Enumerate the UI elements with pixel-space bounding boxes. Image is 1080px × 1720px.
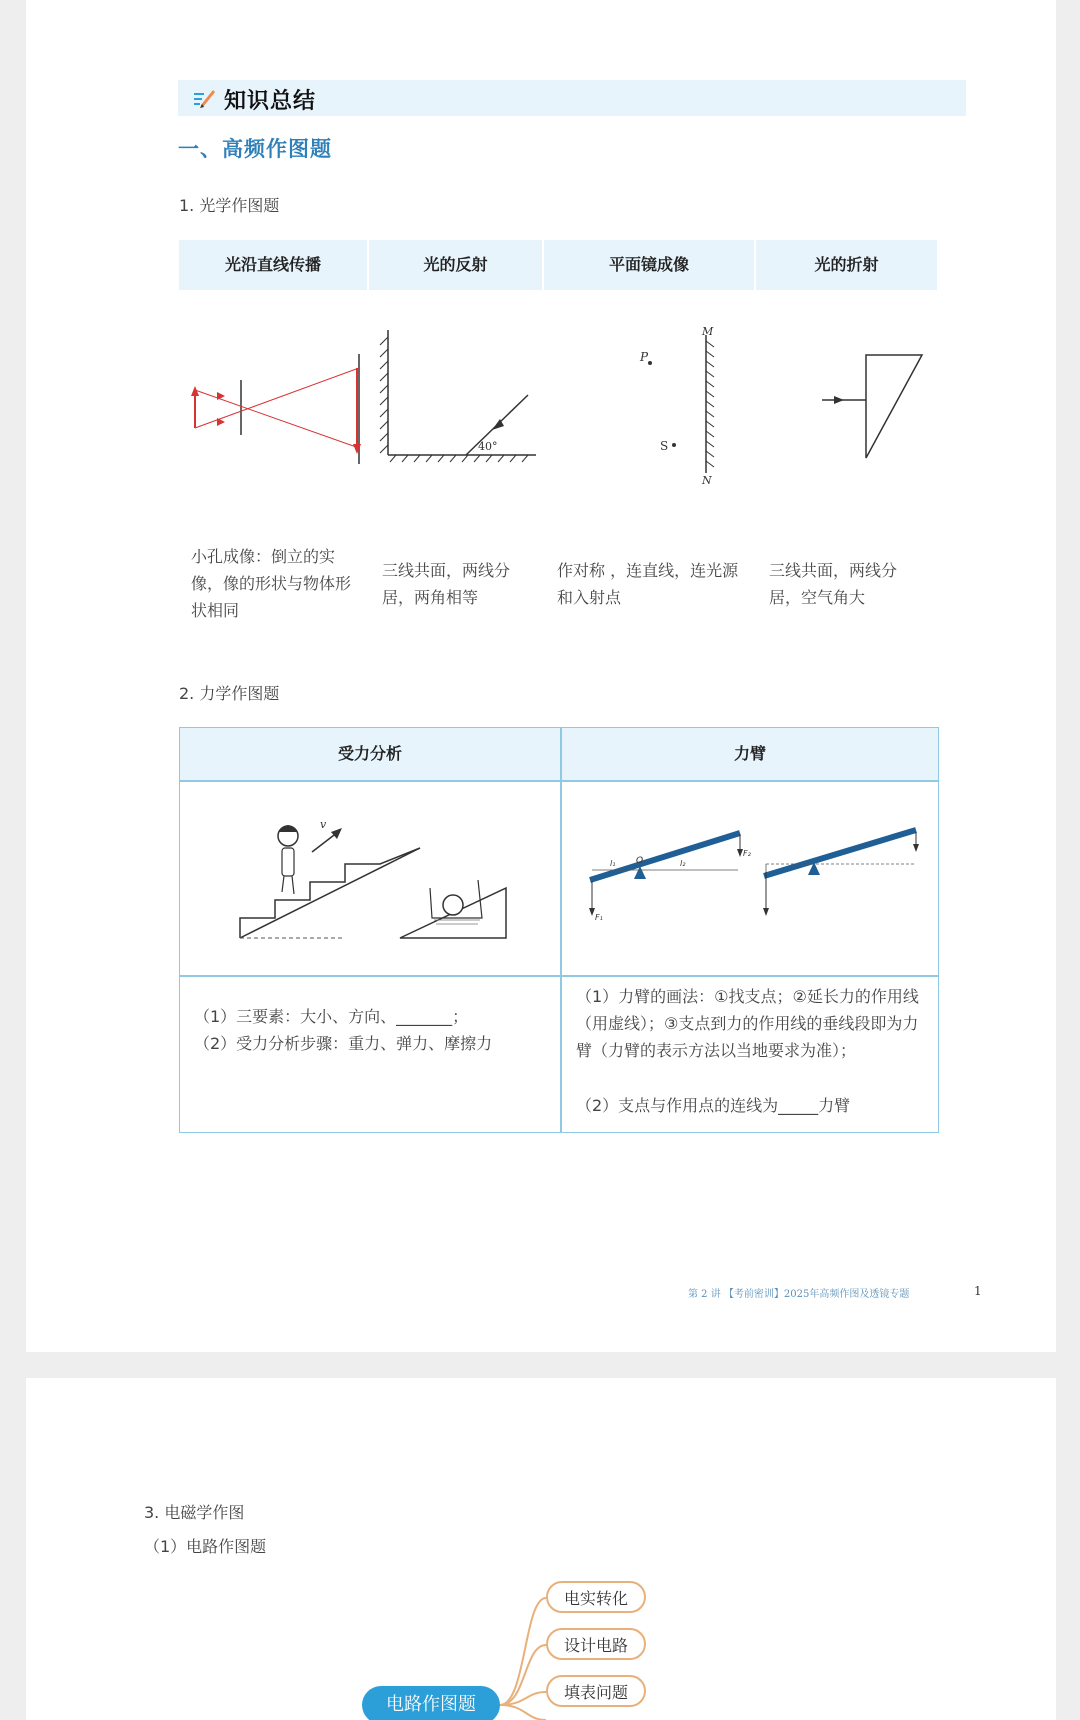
optics-subtitle: 1. 光学作图题 xyxy=(179,196,280,215)
table-divider xyxy=(560,728,562,1132)
page-footer: 第 2 讲 【考前密训】2025年高频作图及透镜专题 xyxy=(688,1289,910,1300)
force-analysis-line-1: （1）三要素：大小、方向、_______； xyxy=(194,1007,469,1026)
mechanics-table xyxy=(179,727,939,1133)
summary-header-bar xyxy=(178,80,966,116)
optics-caption-2: 三线共面，两线分居，两角相等 xyxy=(382,561,511,607)
pinhole-imaging-figure xyxy=(189,340,389,475)
mindmap-root: 电路作图题 xyxy=(362,1686,500,1720)
mirror-n-label: N xyxy=(702,474,712,485)
force-f1-label: F₁ xyxy=(595,913,603,922)
summary-title: 知识总结 xyxy=(224,89,317,114)
optics-col-head-1: 光沿直线传播 xyxy=(179,240,367,290)
plane-mirror-figure xyxy=(626,325,726,485)
force-analysis-line-2: （2）受力分析步骤：重力、弹力、摩擦力 xyxy=(194,1034,493,1053)
section-title: 一、高频作图题 xyxy=(178,137,332,161)
force-f2-label: F₂ xyxy=(743,849,751,858)
optics-col-head-3: 平面镜成像 xyxy=(544,240,754,290)
em-subtitle: 3. 电磁学作图 xyxy=(144,1503,245,1522)
table-divider xyxy=(180,780,938,782)
force-analysis-figure xyxy=(220,808,520,958)
optics-caption-4: 三线共面，两线分居，空气角大 xyxy=(769,561,898,607)
mechanics-subtitle: 2. 力学作图题 xyxy=(179,684,280,703)
mindmap-branch: 填表问题 xyxy=(546,1675,646,1707)
mindmap-branch: 电实转化 xyxy=(546,1581,646,1613)
refraction-figure xyxy=(816,345,936,465)
pivot-o-label: O xyxy=(636,856,644,866)
table-divider xyxy=(180,975,938,977)
lever-arm-figure xyxy=(580,788,930,968)
point-p-label: P xyxy=(640,350,649,364)
optics-caption-1: 小孔成像：倒立的实像，像的形状与物体形状相同 xyxy=(191,547,352,620)
pencil-note-icon xyxy=(192,88,216,110)
mechanics-col-head-1: 受力分析 xyxy=(180,728,560,780)
point-s-label: S xyxy=(660,439,669,453)
optics-col-head-2: 光的反射 xyxy=(369,240,542,290)
document-page-2 xyxy=(26,1378,1056,1720)
mindmap-branch: 设计电路 xyxy=(546,1628,646,1660)
lever-arm-line-2: （2）支点与作用点的连线为_____力臂 xyxy=(576,1096,851,1115)
page-number: 1 xyxy=(974,1284,982,1298)
mirror-m-label: M xyxy=(702,325,714,338)
mechanics-col-head-2: 力臂 xyxy=(562,728,938,780)
reflection-angle-label: 40° xyxy=(478,440,498,453)
arm-l2-label: l₂ xyxy=(680,859,686,868)
reflection-figure xyxy=(376,325,546,465)
circuit-subtitle: （1）电路作图题 xyxy=(144,1537,267,1556)
optics-col-head-4: 光的折射 xyxy=(756,240,937,290)
optics-caption-3: 作对称 ，连直线，连光源和入射点 xyxy=(557,561,739,607)
velocity-label: v xyxy=(320,818,327,831)
lever-arm-line-1: （1）力臂的画法：①找支点；②延长力的作用线（用虚线）；③支点到力的作用线的垂线段即为力臂（力臂的表示方法以当地要求为准）； xyxy=(576,987,919,1060)
arm-l1-label: l₁ xyxy=(610,859,616,868)
document-page-1 xyxy=(26,0,1056,1352)
